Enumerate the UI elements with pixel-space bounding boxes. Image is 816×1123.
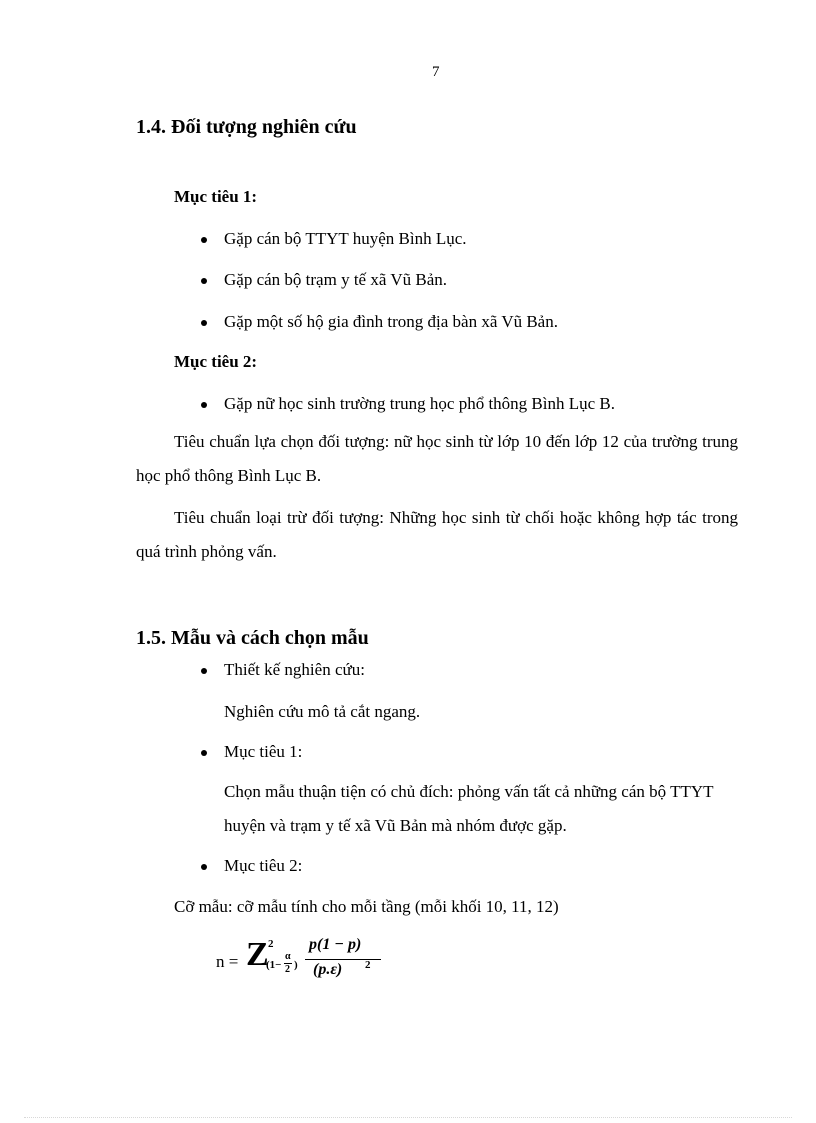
formula-denominator-sup: 2 (365, 959, 371, 971)
list-item: Gặp cán bộ trạm y tế xã Vũ Bản. (224, 270, 447, 289)
objective-2-sampling-label: Mục tiêu 2: (224, 856, 303, 875)
bullet-icon (201, 320, 207, 326)
section-heading-1-5: 1.5. Mẫu và cách chọn mẫu (136, 627, 369, 649)
objective-1-sampling-text: Chọn mẫu thuận tiện có chủ đích: phỏng vấn tất cả những cán bộ TTYT huyện và trạm y tế xã Vũ Bản mà nhóm được gặp. (224, 782, 714, 835)
bullet-icon (201, 237, 207, 243)
list-item: Gặp cán bộ TTYT huyện Bình Lục. (224, 229, 467, 248)
formula-z: Z (246, 936, 269, 973)
design-label: Thiết kế nghiên cứu: (224, 660, 365, 679)
objective-2-label: Mục tiêu 2: (174, 352, 258, 371)
objective-1-label: Mục tiêu 1: (174, 187, 258, 206)
list-item: Gặp nữ học sinh trường trung học phổ thông Bình Lục B. (224, 394, 615, 413)
formula-denominator: (p.ε) (313, 961, 343, 978)
section-heading-1-4: 1.4. Đối tượng nghiên cứu (136, 116, 357, 138)
bullet-icon (201, 750, 207, 756)
bullet-icon (201, 668, 207, 674)
formula-z-sup: 2 (268, 938, 274, 950)
exclusion-criteria: Tiêu chuẩn loại trừ đối tượng: Những học sinh từ chối hoặc không hợp tác trong quá trình phỏng vấn. (136, 508, 738, 561)
formula-numerator: p(1 − p) (309, 936, 362, 953)
formula-lhs: n = (216, 952, 239, 971)
page-number: 7 (432, 64, 440, 80)
bullet-icon (201, 864, 207, 870)
design-text: Nghiên cứu mô tả cắt ngang. (224, 702, 421, 721)
bullet-icon (201, 402, 207, 408)
objective-1-sampling-label: Mục tiêu 1: (224, 742, 303, 761)
sample-size-formula (216, 934, 416, 986)
list-item: Gặp một số hộ gia đình trong địa bàn xã Vũ Bản. (224, 312, 558, 331)
bullet-icon (201, 278, 207, 284)
formula-close: ) (294, 959, 298, 971)
inclusion-criteria: Tiêu chuẩn lựa chọn đối tượng: nữ học sinh từ lớp 10 đến lớp 12 của trường trung học phổ thông Bình Lục B. (136, 432, 738, 485)
page-bottom-rule (24, 1117, 792, 1118)
formula-alpha: α (285, 951, 291, 962)
sample-size-text: Cỡ mẫu: cỡ mẫu tính cho mỗi tầng (mỗi khối 10, 11, 12) (174, 897, 559, 916)
formula-z-sub: (1− (266, 959, 282, 971)
formula-two: 2 (285, 964, 290, 975)
